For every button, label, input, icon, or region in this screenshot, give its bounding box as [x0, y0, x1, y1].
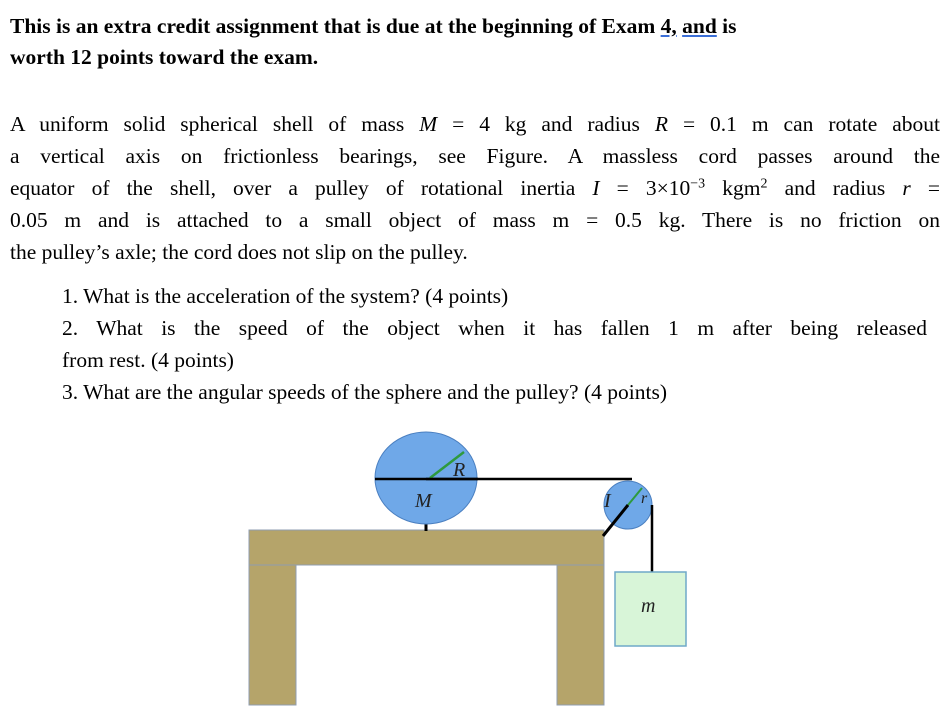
- question-1: 1. What is the acceleration of the system? (4 points): [62, 284, 509, 308]
- header-text-2: is: [716, 14, 737, 38]
- problem-line-2: a vertical axis on frictionless bearings, see Figure. A massless cord passes around the: [10, 144, 940, 168]
- problem-line-1: A uniform solid spherical shell of mass M = 4 kg and radius R = 0.1 m can rotate about: [10, 112, 940, 136]
- table-top: [249, 530, 604, 565]
- hanging-mass: [615, 572, 686, 646]
- sphere-label-M: M: [415, 490, 432, 512]
- question-2: 2. What is the speed of the object when it has fallen 1 m after being released: [62, 316, 927, 340]
- question-3: 3. What are the angular speeds of the sphere and the pulley? (4 points): [62, 380, 667, 404]
- header-text-1: This is an extra credit assignment that is due at the beginning of Exam: [10, 14, 661, 38]
- header-and-word: and: [682, 14, 717, 38]
- pulley: [603, 481, 652, 536]
- question-2-continued: from rest. (4 points): [62, 348, 234, 372]
- table-right-leg: [557, 565, 604, 705]
- problem-line-5: the pulley’s axle; the cord does not slip on the pulley.: [10, 240, 468, 264]
- problem-line-4: 0.05 m and is attached to a small object of mass m = 0.5 kg. There is no friction on: [10, 208, 940, 232]
- problem-line-3: equator of the shell, over a pulley of rotational inertia $I = 3\times 10^{-3}$ kgm$^2$ and radius r =: [10, 176, 940, 200]
- mass-label-m: m: [641, 595, 656, 617]
- table: [249, 530, 604, 705]
- pulley-label-r: r: [641, 490, 648, 507]
- pulley-label-I: I: [604, 490, 611, 512]
- header-text-3: worth 12 points toward the exam.: [10, 45, 319, 69]
- sphere-label-R: R: [453, 459, 466, 481]
- table-left-leg: [249, 565, 296, 705]
- header-exam-number: 4,: [660, 14, 677, 38]
